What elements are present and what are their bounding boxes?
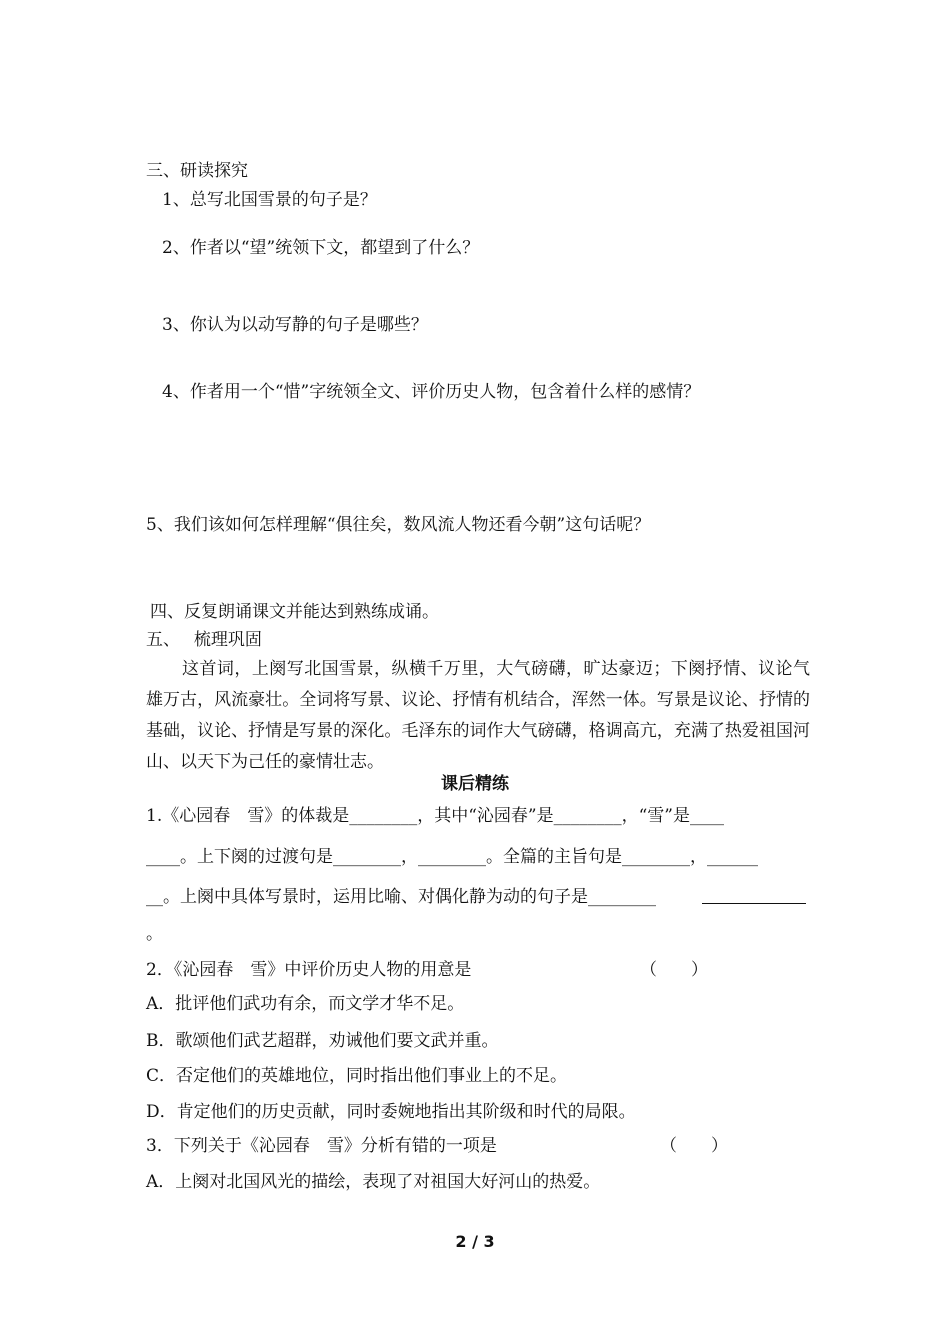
section3-title: 三、研读探究 — [146, 161, 248, 181]
question-1: 1、总写北国雪景的句子是？ — [162, 190, 377, 210]
exercise-2-stem: 2．《沁园春 雪》中评价历史人物的用意是 — [146, 960, 472, 980]
exercise-2-answer-paren: （ ） — [640, 960, 708, 980]
exercise-1-line-4: 。 — [146, 924, 163, 944]
exercise-2-option-d: D．肯定他们的历史贡献，同时委婉地指出其阶级和时代的局限。 — [146, 1102, 636, 1122]
section4-title: 四、反复朗诵课文并能达到熟练成诵。 — [150, 602, 439, 622]
question-3: 3、你认为以动写静的句子是哪些？ — [162, 315, 428, 335]
exercise-3-option-a: A．上阕对北国风光的描绘，表现了对祖国大好河山的热爱。 — [146, 1172, 601, 1192]
exercise-2-option-c: C．否定他们的英雄地位，同时指出他们事业上的不足。 — [146, 1066, 568, 1086]
exercise-2-option-b: B．歌颂他们武艺超群，劝诫他们要文武并重。 — [146, 1031, 499, 1051]
summary-paragraph: 这首词，上阕写北国雪景，纵横千万里，大气磅礴，旷达豪迈；下阕抒情、议论气雄万古，风流豪壮。全词将写景、议论、抒情有机结合，浑然一体。写景是议论、抒情的基础，议论、抒情是写景的深化。毛泽东的词作大气磅礴，格调高亢，充满了热爱祖国河山、以天下为己任的豪情壮志。 — [146, 659, 810, 772]
exercise-1-line-2: ____。上下阕的过渡句是________，________。全篇的主旨句是________，______ — [146, 847, 758, 867]
exercise-1-line-1: 1.《心园春 雪》的体裁是________，其中“沁园春”是________，“雪”是____ — [146, 806, 724, 826]
exercise-3-stem: 3．下列关于《沁园春 雪》分析有错的一项是 — [146, 1136, 497, 1156]
exercises-title: 课后精练 — [441, 774, 509, 794]
exercise-2-option-a: A．批评他们武功有余，而文学才华不足。 — [146, 994, 465, 1014]
question-4: 4、作者用一个“惜”字统领全文、评价历史人物，包含着什么样的感情？ — [162, 382, 701, 402]
exercise-1-line-3: __。上阕中具体写景时，运用比喻、对偶化静为动的句子是________ — [146, 887, 656, 907]
exercise-3-answer-paren: （ ） — [660, 1136, 728, 1156]
page-number: 2 / 3 — [455, 1232, 495, 1251]
answer-underline — [702, 903, 806, 904]
question-5: 5、我们该如何怎样理解“俱往矣，数风流人物还看今朝”这句话呢？ — [146, 515, 651, 535]
question-2: 2、作者以“望”统领下文，都望到了什么？ — [162, 238, 480, 258]
section5-title: 五、 梳理巩固 — [146, 630, 262, 650]
